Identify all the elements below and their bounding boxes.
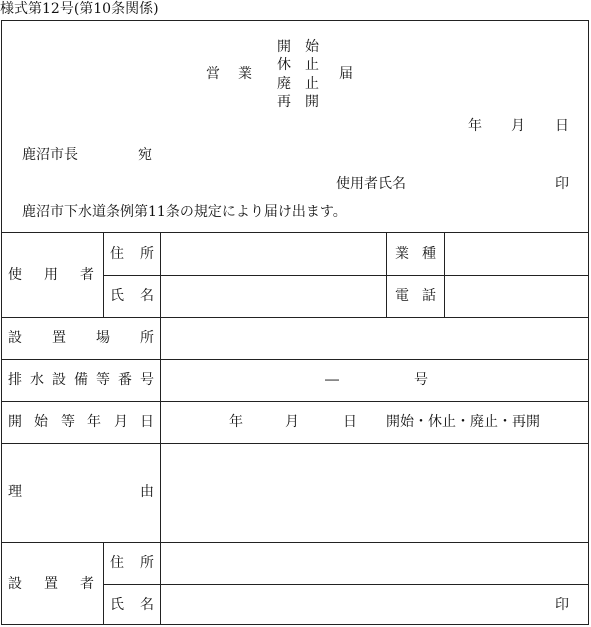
drainage-char-7: 号 [140,372,154,388]
phone-field[interactable] [446,277,588,316]
location-char-3: 場 [96,330,110,346]
user-group-divider [103,232,104,317]
start-date-label [8,415,154,431]
drainage-char-4: 備 [74,372,88,388]
business-type-label [395,247,439,263]
applicant-label: 使用者氏名 [336,176,406,192]
drainage-number-field[interactable] [162,361,588,400]
installer-address-field[interactable] [162,544,588,583]
start-date-char-4: 年 [87,414,101,430]
start-date-char-6: 日 [140,414,154,430]
drainage-char-5: 等 [96,372,110,388]
title-option-resume: 再 開 [277,94,319,110]
user-group-char-3: 者 [80,267,94,283]
startdate-top-line [1,401,589,402]
installer-group-label [8,577,96,593]
drainage-char-3: 設 [52,372,66,388]
table-top-line [1,232,589,233]
drainage-char-2: 水 [30,372,44,388]
business-type-char-2: 種 [422,246,436,262]
status-options[interactable]: 開始・休止・廃止・再開 [386,414,540,430]
name-char-1: 氏 [110,288,124,304]
date-month: 月 [511,118,525,134]
installer-name-field[interactable] [162,586,542,624]
start-date-day: 日 [343,414,357,430]
start-date-month: 月 [285,414,299,430]
user-address-field[interactable] [162,234,384,274]
user-name-field[interactable] [162,277,384,316]
addressee-honorific: 宛 [138,147,152,163]
title-option-abolish: 廃 止 [277,76,319,92]
drainage-top-line [1,359,589,360]
business-type-field[interactable] [446,234,588,274]
business-type-char-1: 業 [395,246,409,262]
installer-seal: 印 [555,597,569,613]
title-option-suspend: 休 止 [277,57,319,73]
address-char-1: 住 [110,246,124,262]
start-date-year: 年 [229,414,243,430]
addressee-name: 鹿沼市長 [22,147,78,163]
installer-name-char-1: 氏 [110,597,124,613]
installer-mid-line [103,584,589,585]
installer-address-char-1: 住 [110,555,124,571]
start-date-char-3: 等 [61,414,75,430]
user-group-label [8,268,96,284]
installer-name-char-2: 名 [140,597,154,613]
location-char-4: 所 [140,330,154,346]
installer-group-divider [103,542,104,625]
date-year: 年 [468,118,482,134]
business-label-right [444,232,445,317]
label-value-divider [160,232,161,625]
drainage-char-1: 排 [8,372,22,388]
reason-label [8,485,154,501]
installer-char-1: 設 [8,576,22,592]
start-date-char-2: 始 [34,414,48,430]
applicant-name-field[interactable] [415,172,545,194]
location-label [8,331,154,347]
reason-char-1: 理 [8,484,22,500]
start-date-char-1: 開 [8,414,22,430]
location-char-2: 置 [52,330,66,346]
drainage-number-label [8,373,154,389]
start-date-char-5: 月 [114,414,128,430]
user-group-char-1: 使 [8,267,22,283]
drainage-char-6: 番 [118,372,132,388]
phone-char-2: 話 [422,288,436,304]
user-group-char-2: 用 [44,267,58,283]
reason-top-line [1,443,589,444]
applicant-seal: 印 [555,176,569,192]
title-option-start: 開 始 [277,39,319,55]
location-field[interactable] [162,319,588,358]
name-char-2: 名 [140,288,154,304]
business-label-left [386,232,387,317]
installer-address-label [110,556,154,572]
installer-top-line [1,542,589,543]
reason-char-2: 由 [140,484,154,500]
date-day: 日 [555,118,569,134]
phone-char-1: 電 [395,288,409,304]
installer-name-label [110,598,154,614]
user-mid-line [103,275,589,276]
drainage-number-suffix: 号 [414,372,428,388]
phone-label [395,289,439,305]
address-char-2: 所 [140,246,154,262]
statement-text: 鹿沼市下水道条例第11条の規定により届け出ます。 [22,204,347,220]
name-label [110,289,154,305]
reason-field[interactable] [162,445,588,541]
address-label [110,247,154,263]
location-top-line [1,317,589,318]
location-char-1: 設 [8,330,22,346]
title-suffix: 届 [339,66,353,82]
form-number: 様式第12号(第10条関係) [0,1,159,17]
title-prefix: 営 業 [206,66,254,82]
installer-char-2: 置 [44,576,58,592]
drainage-number-dash: ― [325,372,339,388]
installer-address-char-2: 所 [140,555,154,571]
installer-char-3: 者 [80,576,94,592]
